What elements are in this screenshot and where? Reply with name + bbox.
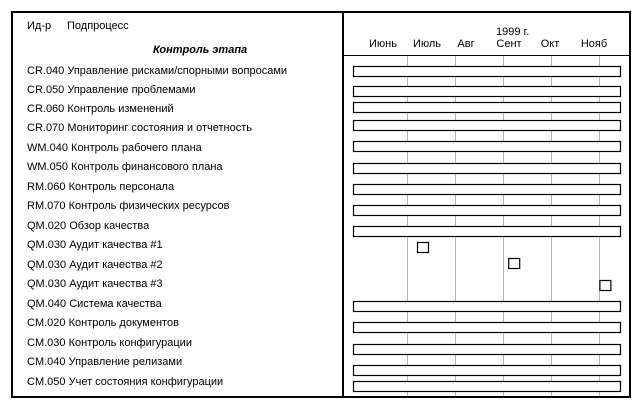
subprocess-column-header: Подпроцесс — [67, 20, 129, 32]
task-bar — [354, 87, 621, 97]
task-bar — [354, 302, 621, 312]
task-id: WM.040 — [27, 142, 68, 154]
task-id: CM.030 — [27, 337, 66, 349]
task-name: Контроль конфигурации — [68, 337, 192, 349]
task-bar — [354, 142, 621, 152]
task-name: Аудит качества #1 — [69, 239, 163, 251]
task-bar — [354, 382, 621, 392]
phase-title: Контроль этапа — [153, 44, 248, 56]
month-label: Июнь — [369, 38, 397, 50]
task-name: Контроль физических ресурсов — [68, 200, 230, 212]
id-column-header: Ид-р — [27, 20, 52, 32]
task-id: RM.070 — [27, 200, 66, 212]
task-bar — [354, 366, 621, 376]
task-id: QM.030 — [27, 239, 67, 251]
task-name: Контроль персонала — [68, 181, 175, 193]
task-name: Управление рисками/спорными вопросами — [67, 65, 288, 77]
task-bar — [354, 345, 621, 355]
month-label: Июль — [412, 38, 442, 50]
task-id: RM.060 — [27, 181, 66, 193]
task-name: Аудит качества #2 — [69, 259, 163, 271]
task-name: Контроль изменений — [67, 103, 174, 115]
year-label: 1999 г. — [496, 26, 530, 38]
task-name: Обзор качества — [69, 220, 150, 232]
task-bar — [354, 103, 621, 113]
task-name: Аудит качества #3 — [69, 278, 163, 290]
month-label: Окт — [540, 38, 560, 50]
task-name: Мониторинг состояния и отчетность — [67, 122, 252, 134]
task-id: CR.040 — [27, 65, 65, 77]
task-name: Контроль финансового плана — [71, 161, 223, 173]
task-id: CR.060 — [27, 103, 65, 115]
task-id: CM.050 — [27, 376, 66, 388]
task-name: Контроль документов — [68, 317, 179, 329]
task-id: WM.050 — [27, 161, 68, 173]
milestone-marker — [509, 259, 520, 269]
task-name: Система качества — [69, 298, 162, 310]
task-bar — [354, 323, 621, 333]
milestone-marker — [418, 243, 429, 253]
task-id: CR.050 — [27, 84, 65, 96]
task-name: Управление проблемами — [67, 84, 196, 96]
task-name: Управление релизами — [68, 356, 183, 368]
task-id: CM.020 — [27, 317, 66, 329]
task-id: QM.030 — [27, 259, 67, 271]
month-label: Нояб — [580, 38, 608, 50]
task-bar — [354, 164, 621, 174]
task-id: CM.040 — [27, 356, 66, 368]
task-bar — [354, 67, 621, 77]
task-bar — [354, 227, 621, 237]
task-name: Учет состояния конфигурации — [68, 376, 224, 388]
month-label: Авг — [457, 38, 475, 50]
task-id: QM.030 — [27, 278, 67, 290]
task-name: Контроль рабочего плана — [71, 142, 202, 154]
task-bar — [354, 185, 621, 195]
task-id: CR.070 — [27, 122, 65, 134]
task-id: QM.020 — [27, 220, 67, 232]
month-label: Сент — [496, 38, 522, 50]
task-bar — [354, 121, 621, 131]
task-id: QM.040 — [27, 298, 67, 310]
task-bar — [354, 206, 621, 216]
milestone-marker — [600, 281, 611, 291]
